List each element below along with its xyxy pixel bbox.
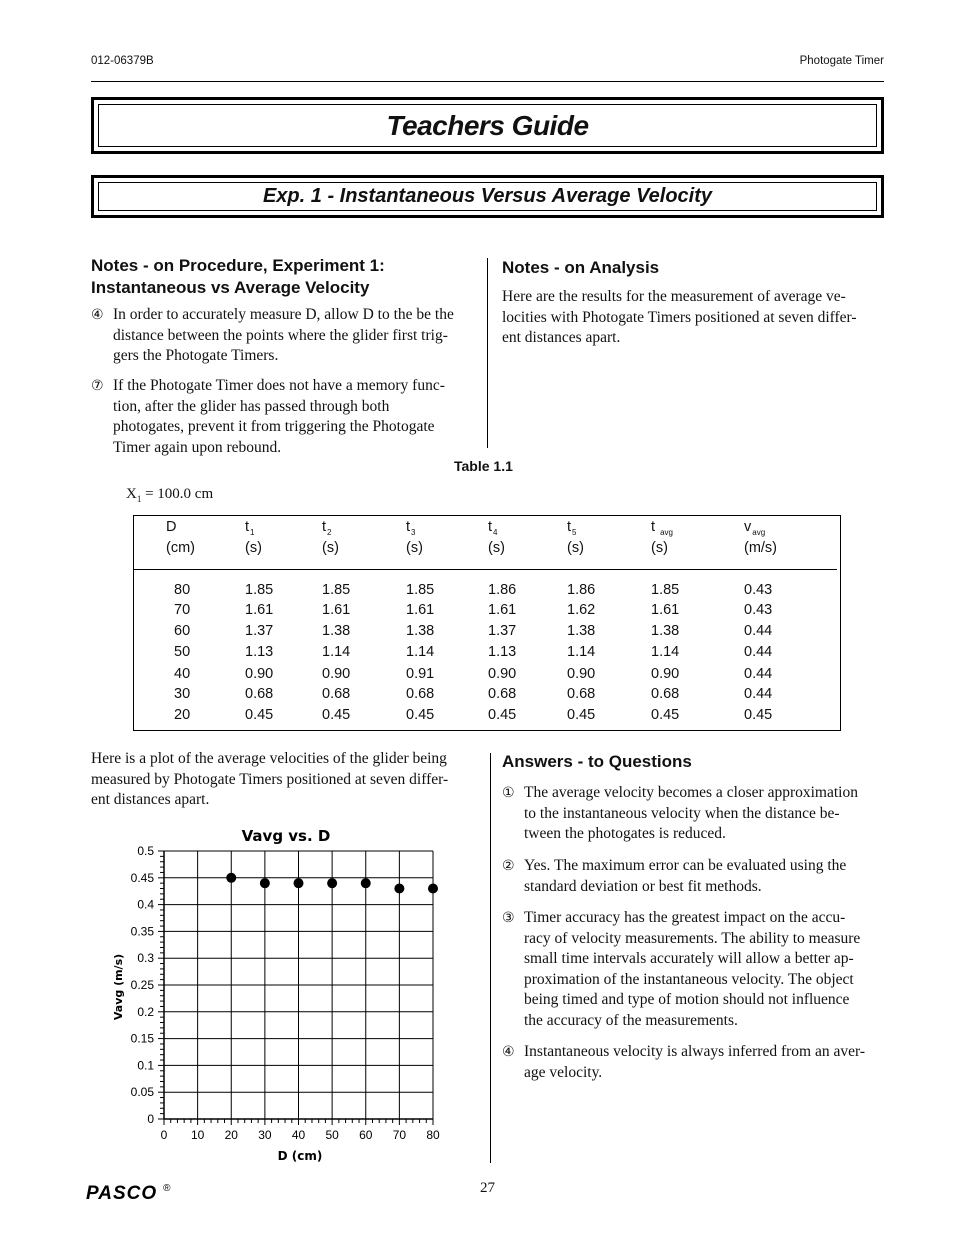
note-number: ⑦	[91, 378, 104, 394]
procedure-note-2: ⑦ If the Photogate Timer does not have a memory func- tion, after the glider has passed through both photogates, prevent it from triggering the Photogate Timer again upon rebound.	[91, 376, 481, 458]
col-header-5: $t_5$	[567, 519, 577, 537]
table-cell: 0.91	[406, 666, 435, 682]
x1-value: $X_1 = 100.0$ cm	[126, 486, 214, 504]
table-cell: 1.85	[406, 582, 435, 598]
y-tick-label: 0.1	[137, 1058, 154, 1073]
data-point	[327, 878, 337, 888]
x-tick-label: 80	[426, 1128, 440, 1142]
analysis-heading: Notes - on Analysis	[502, 258, 660, 277]
procedure-note-1: ④ In order to accurately measure D, allow D to the be the distance between the points where the glider first trig- gers the Photogate Timers.	[91, 305, 481, 367]
experiment-title: Exp. 1 - Instantaneous Versus Average Velocity	[262, 185, 713, 207]
col-header-7: $v_{avg}$	[744, 519, 766, 537]
x-tick-label: 60	[359, 1128, 373, 1142]
table-cell: 0.68	[567, 686, 596, 702]
table-cell: 1.38	[651, 623, 680, 639]
column-divider	[487, 258, 488, 448]
table-cell: 0.68	[488, 686, 517, 702]
x-tick-label: 40	[291, 1128, 306, 1142]
table-cell: 1.13	[245, 644, 274, 660]
answer-number: ③	[502, 910, 515, 926]
table-cell: 0.44	[744, 644, 773, 660]
product-name: Photogate Timer	[799, 55, 884, 67]
note-number: ④	[91, 307, 104, 323]
y-tick-label: 0.4	[137, 897, 154, 912]
answers-heading: Answers - to Questions	[502, 752, 692, 771]
col-header-1: $t_1$	[245, 519, 255, 537]
table-cell: 40	[174, 666, 191, 682]
table-cell: 0.45	[744, 707, 773, 723]
data-point	[394, 884, 404, 894]
table-cell: 0.90	[488, 666, 517, 682]
x-axis-label: D (cm)	[277, 1149, 323, 1163]
data-table	[133, 515, 841, 731]
table-cell: 0.68	[322, 686, 351, 702]
table-cell: 0.68	[245, 686, 274, 702]
table-cell: 1.62	[567, 602, 596, 618]
col-header-6: t $_{avg}$	[651, 519, 673, 537]
table-cell: 0.68	[651, 686, 680, 702]
table-cell: 1.85	[322, 582, 351, 598]
col-unit-6: (s)	[651, 540, 668, 556]
table-cell: 0.45	[651, 707, 680, 723]
table-cell: 1.61	[322, 602, 351, 618]
table-cell: 1.38	[567, 623, 596, 639]
y-tick-label: 0	[147, 1112, 154, 1126]
col-unit-1: (s)	[245, 540, 262, 556]
y-tick-label: 0.25	[130, 978, 154, 992]
table-cell: 70	[174, 602, 191, 618]
table-cell: 1.37	[488, 623, 517, 639]
table-cell: 0.44	[744, 686, 773, 702]
table-cell: 1.86	[567, 582, 596, 598]
y-tick-label: 0.2	[137, 1004, 154, 1019]
table-cell: 0.43	[744, 602, 773, 618]
answer-3: ③ Timer accuracy has the greatest impact on the accu- racy of velocity measurements. The ability to measure small time intervals accurately will allow a better ap- proximation of the instantaneous velocity. The object being timed and type of motion should not influence the accuracy of the measurements.	[502, 908, 892, 1032]
table-cell: 1.14	[406, 644, 435, 660]
x-tick-label: 0	[160, 1128, 168, 1142]
table-cell: 0.68	[406, 686, 435, 702]
table-cell: 80	[174, 582, 191, 598]
col-header-2: $t_2$	[322, 519, 332, 537]
table-cell: 1.61	[406, 602, 435, 618]
col-header-0: D	[166, 519, 177, 535]
table-cell: 1.38	[322, 623, 351, 639]
answer-number: ④	[502, 1044, 515, 1060]
col-unit-0: (cm)	[166, 540, 195, 556]
answer-4: ④ Instantaneous velocity is always inferred from an aver- age velocity.	[502, 1042, 892, 1083]
table-cell: 0.45	[406, 707, 435, 723]
col-header-4: $t_4$	[488, 519, 498, 537]
answer-2: ② Yes. The maximum error can be evaluated using the standard deviation or best fit methods.	[502, 856, 892, 897]
y-tick-label: 0.15	[130, 1031, 154, 1046]
table-cell: 1.85	[651, 582, 680, 598]
y-tick-label: 0.3	[137, 951, 154, 966]
table-cell: 0.43	[744, 582, 773, 598]
table-cell: 1.13	[488, 644, 517, 660]
x-tick-label: 50	[325, 1128, 339, 1142]
x-tick-label: 70	[392, 1128, 407, 1142]
doc-number: 012-06379B	[91, 55, 154, 67]
y-tick-label: 0.05	[130, 1085, 154, 1100]
answer-number: ②	[502, 858, 515, 874]
procedure-heading: Notes - on Procedure, Experiment 1: Instantaneous vs Average Velocity	[91, 256, 385, 297]
table-cell: 60	[174, 623, 191, 639]
y-tick-label: 0.5	[137, 844, 154, 858]
page-title: Teachers Guide	[386, 109, 589, 141]
y-tick-label: 0.45	[130, 870, 154, 885]
col-unit-4: (s)	[488, 540, 505, 556]
table-cell: 1.38	[406, 623, 435, 639]
header-rule	[91, 81, 884, 82]
y-tick-label: 0.35	[130, 924, 154, 939]
data-point	[226, 873, 236, 883]
table-cell: 0.45	[245, 707, 274, 723]
col-unit-5: (s)	[567, 540, 584, 556]
velocity-chart	[105, 822, 455, 1167]
page-number: 27	[480, 1180, 495, 1196]
x-tick-label: 20	[224, 1128, 238, 1142]
table-caption: Table 1.1	[454, 458, 513, 474]
chart-title: Vavg vs. D	[241, 827, 331, 845]
table-cell: 1.61	[245, 602, 274, 618]
table-cell: 0.45	[488, 707, 517, 723]
table-cell: 0.44	[744, 666, 773, 682]
table-cell: 50	[174, 644, 191, 660]
pasco-logo: PASCO ®	[86, 1183, 172, 1204]
x-tick-label: 10	[190, 1128, 205, 1142]
data-point	[260, 878, 270, 888]
table-cell: 0.90	[651, 666, 680, 682]
data-point	[428, 884, 438, 894]
table-cell: 0.90	[322, 666, 351, 682]
table-cell: 0.90	[245, 666, 274, 682]
table-cell: 1.86	[488, 582, 517, 598]
table-cell: 1.61	[651, 602, 680, 618]
table-cell: 1.85	[245, 582, 274, 598]
table-cell: 1.37	[245, 623, 274, 639]
x-tick-label: 30	[258, 1128, 272, 1142]
col-unit-7: (m/s)	[744, 540, 778, 556]
table-cell: 1.14	[322, 644, 351, 660]
header-separator	[134, 569, 837, 570]
title-box	[91, 97, 884, 154]
column-divider-lower	[490, 753, 491, 1163]
data-point	[294, 878, 304, 888]
experiment-box	[91, 175, 884, 218]
col-unit-3: (s)	[406, 540, 423, 556]
col-header-3: $t_3$	[406, 519, 416, 537]
y-axis-label: Vavg (m/s)	[112, 953, 125, 1021]
answer-1: ① The average velocity becomes a closer approximation to the instantaneous velocity when the distance be- tween the photogates is reduced.	[502, 783, 892, 845]
answer-number: ①	[502, 785, 515, 801]
table-cell: 0.45	[567, 707, 596, 723]
table-cell: 0.90	[567, 666, 596, 682]
table-cell: 30	[174, 686, 191, 702]
table-cell: 0.44	[744, 623, 773, 639]
data-point	[361, 878, 371, 888]
analysis-text: Here are the results for the measurement of average ve- locities with Photogate Timers positioned at seven differ- ent distances apart.	[502, 288, 857, 347]
table-cell: 0.45	[322, 707, 351, 723]
table-cell: 20	[174, 707, 191, 723]
plot-description: Here is a plot of the average velocities of the glider being measured by Photogate Timers positioned at seven differ- ent distances apart.	[91, 750, 449, 809]
table-cell: 1.14	[567, 644, 596, 660]
col-unit-2: (s)	[322, 540, 339, 556]
table-cell: 1.14	[651, 644, 680, 660]
table-cell: 1.61	[488, 602, 517, 618]
